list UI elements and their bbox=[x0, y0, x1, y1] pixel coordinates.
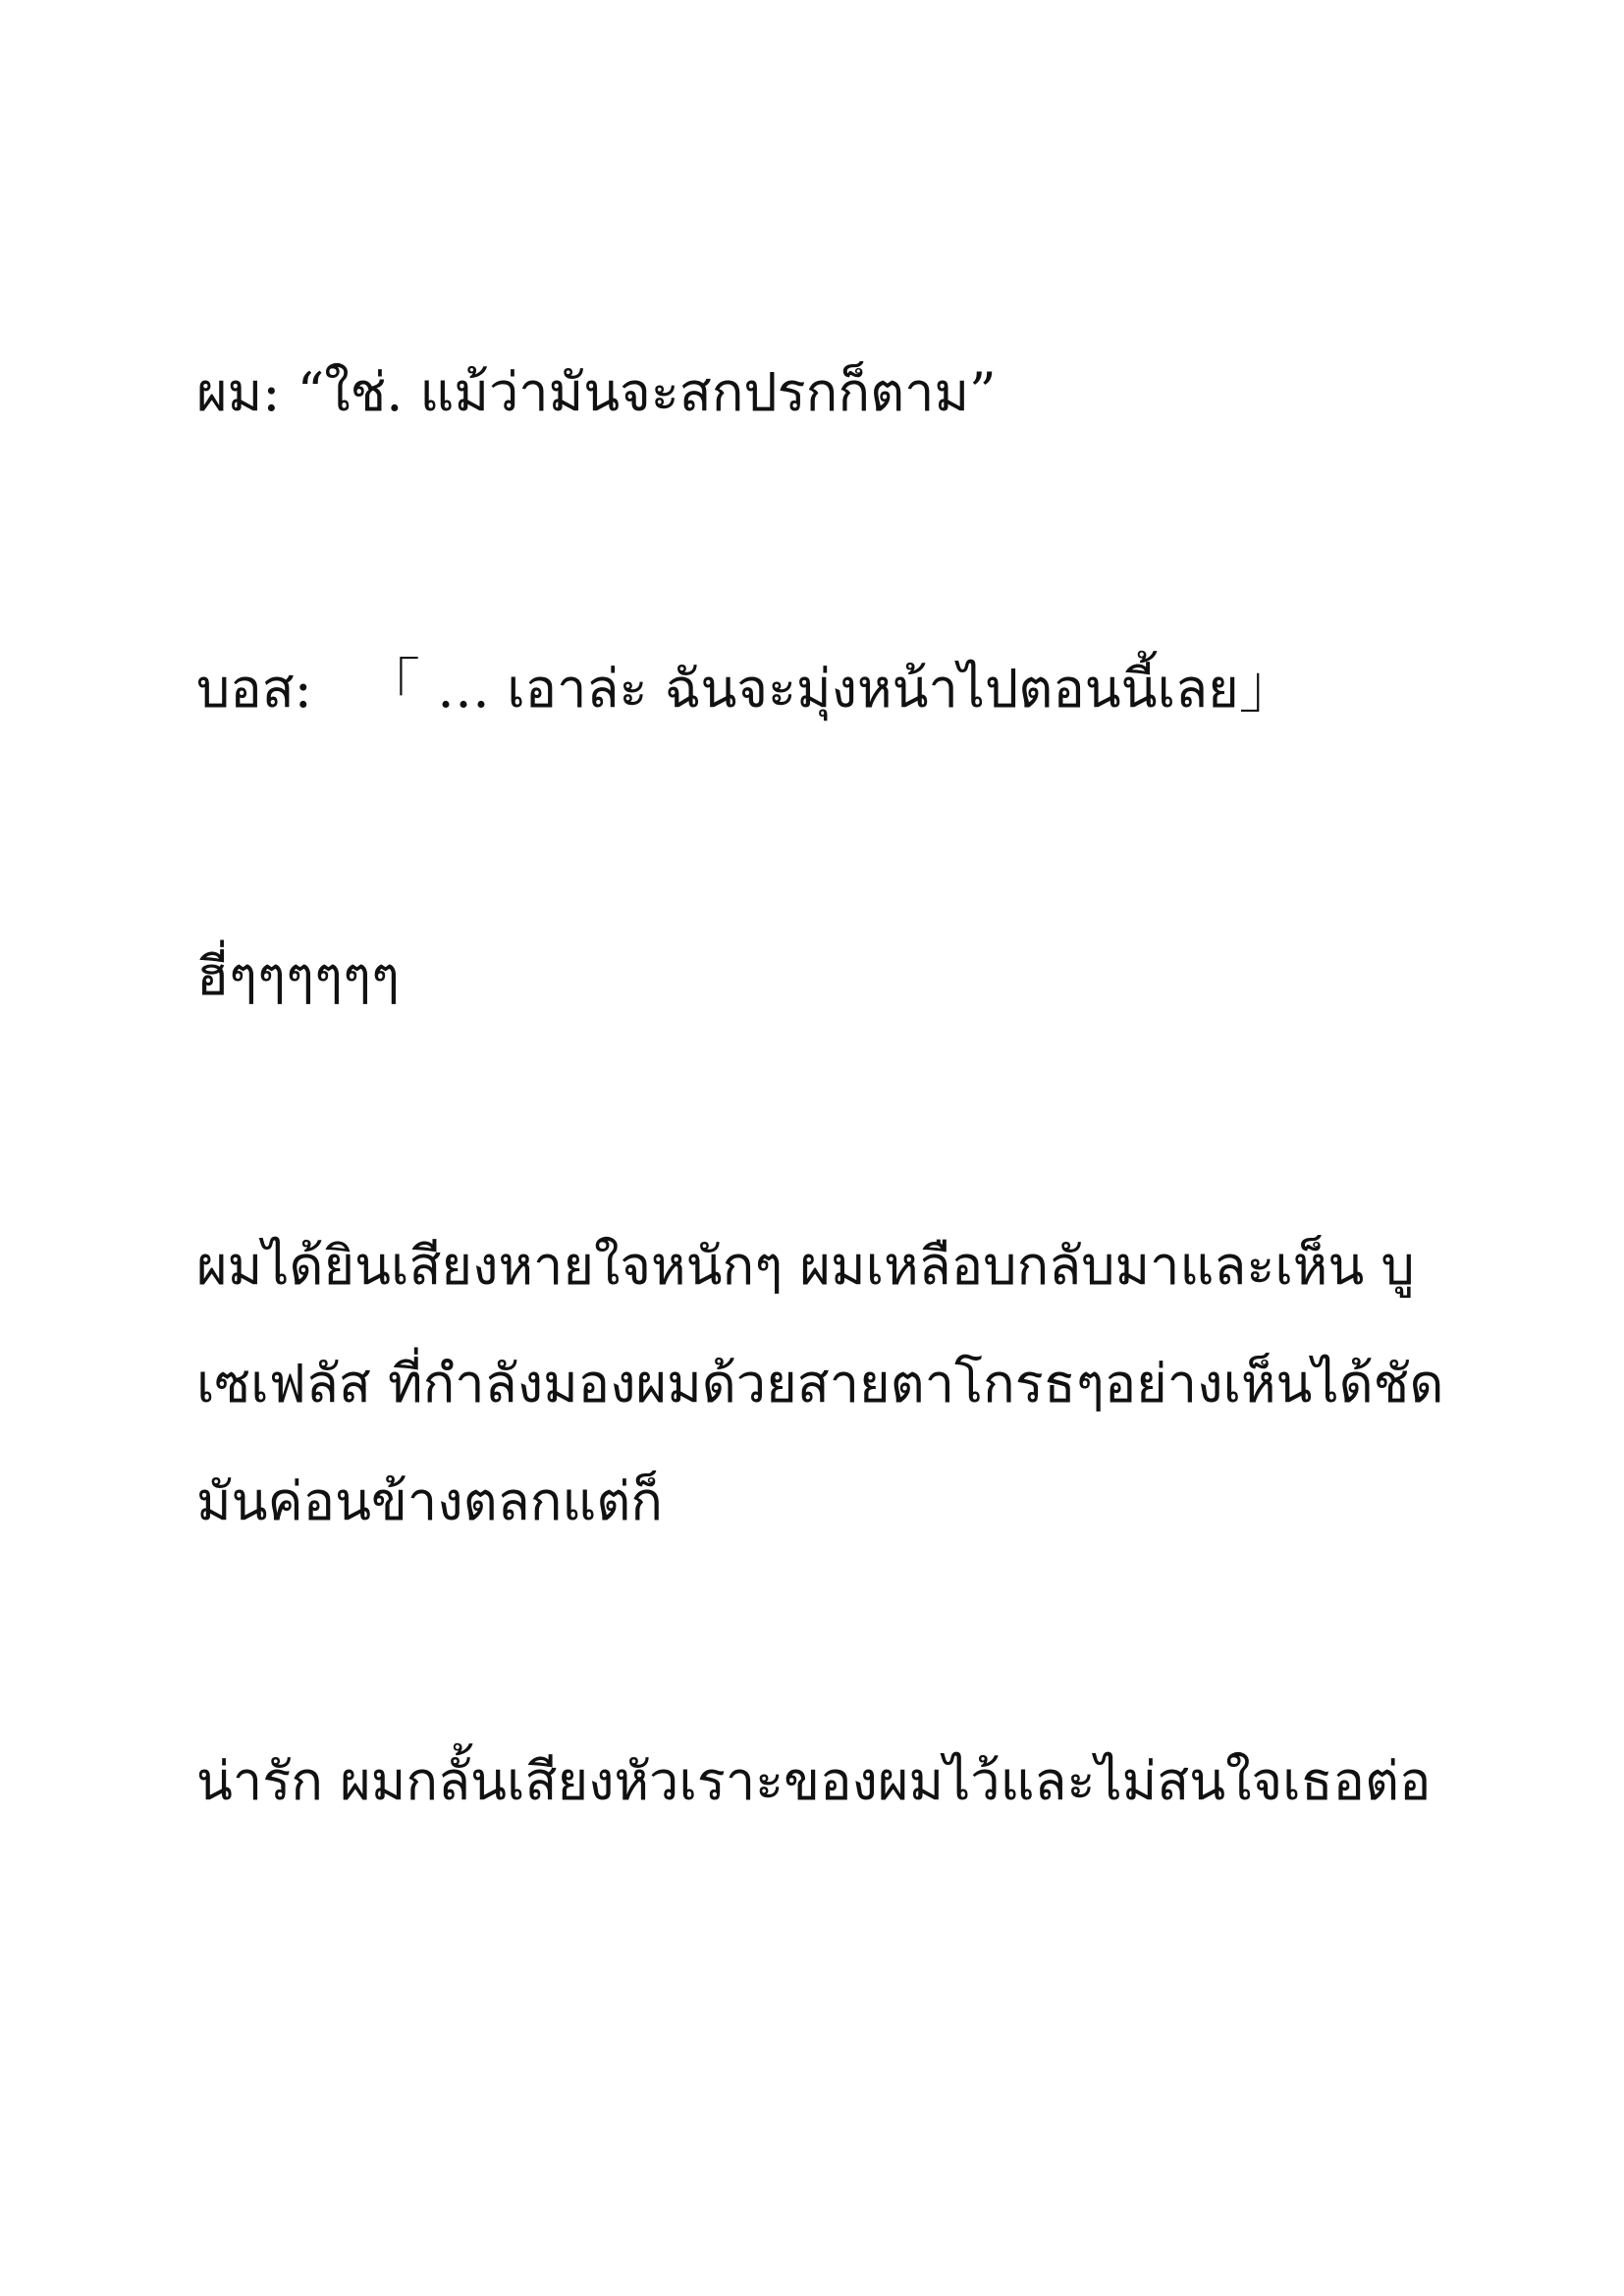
paragraph-line: มันค่อนข้างตลกแต่ก็ bbox=[196, 1470, 664, 1532]
open-bracket: 「 bbox=[360, 653, 420, 721]
dialogue-line-boss bbox=[196, 648, 1473, 728]
dialogue-line-me: ผม: “ใช่. แม้ว่ามันจะสกปรกก็ตาม” bbox=[196, 361, 997, 423]
paragraph-line: ผมได้ยินเสียงหายใจหนักๆ ผมเหลือบกลับมาและเห็น บู bbox=[196, 1235, 1415, 1297]
paragraph-line: น่ารัก ผมกลั้นเสียงหัวเราะของผมไว้และไม่สนใจเธอต่อ bbox=[196, 1750, 1432, 1812]
paragraph-line: เซเฟลัส ที่กำลังมองผมด้วยสายตาโกรธๆอย่างเห็นได้ชัด bbox=[196, 1353, 1444, 1415]
dialogue-text: … เอาล่ะ ฉันจะมุ่งหน้าไปตอนนี้เลย bbox=[419, 658, 1239, 720]
speaker-label: บอส: bbox=[196, 658, 312, 720]
laugh-line: ฮี่ๆๆๆๆๆๆ bbox=[196, 945, 400, 1007]
close-bracket: 」 bbox=[1238, 653, 1298, 721]
